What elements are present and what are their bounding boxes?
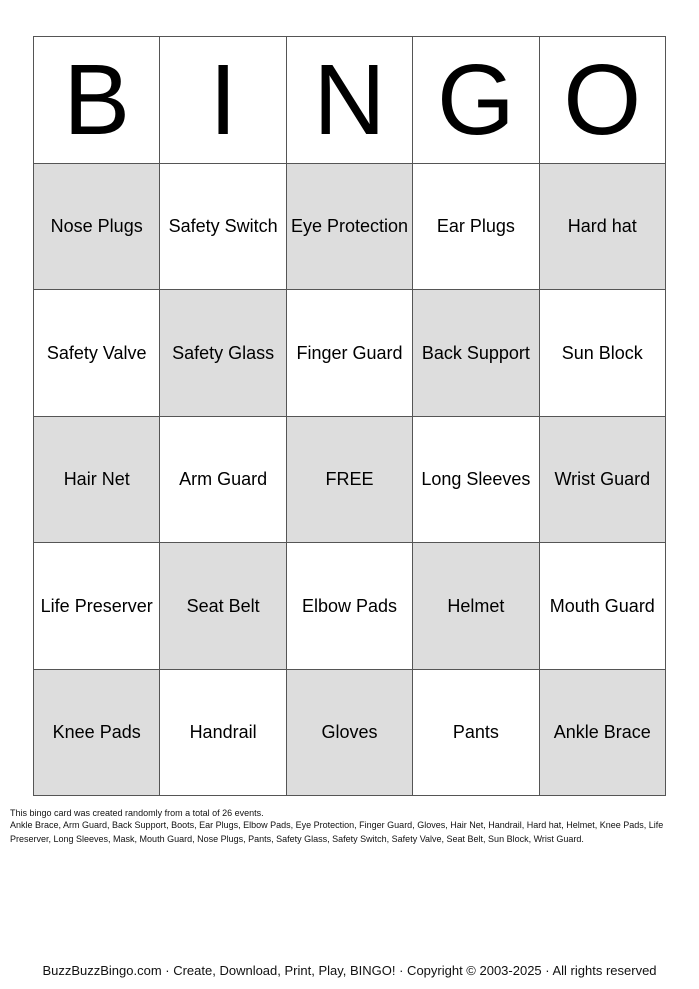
bingo-free-cell: FREE — [287, 417, 413, 544]
bingo-cell: Hard hat — [540, 164, 666, 291]
bingo-cell: Long Sleeves — [413, 417, 539, 544]
bingo-card — [33, 36, 666, 796]
bingo-cell: Safety Glass — [160, 290, 286, 417]
bingo-cell: Gloves — [287, 670, 413, 797]
header-letter-g: G — [413, 37, 539, 164]
header-letter-o: O — [540, 37, 666, 164]
bingo-cell: Mouth Guard — [540, 543, 666, 670]
header-letter-n: N — [287, 37, 413, 164]
bingo-cell: Ear Plugs — [413, 164, 539, 291]
bingo-cell: Handrail — [160, 670, 286, 797]
bingo-cell: Seat Belt — [160, 543, 286, 670]
page-footer: BuzzBuzzBingo.com · Create, Download, Print, Play, BINGO! · Copyright © 2003-2025 · All rights reserved — [42, 963, 657, 978]
bingo-cell: Back Support — [413, 290, 539, 417]
bingo-cell: Safety Valve — [34, 290, 160, 417]
bingo-cell: Wrist Guard — [540, 417, 666, 544]
bingo-cell: Elbow Pads — [287, 543, 413, 670]
bingo-cell: Arm Guard — [160, 417, 286, 544]
bingo-cell: Sun Block — [540, 290, 666, 417]
bingo-cell: Finger Guard — [287, 290, 413, 417]
card-note-summary: This bingo card was created randomly from a total of 26 events. — [10, 808, 264, 818]
header-letter-i: I — [160, 37, 286, 164]
card-note — [10, 806, 690, 846]
bingo-cell: Knee Pads — [34, 670, 160, 797]
bingo-cell: Safety Switch — [160, 164, 286, 291]
bingo-cell: Hair Net — [34, 417, 160, 544]
header-letter-b: B — [34, 37, 160, 164]
bingo-cell: Eye Protection — [287, 164, 413, 291]
bingo-cell: Helmet — [413, 543, 539, 670]
bingo-cell: Life Preserver — [34, 543, 160, 670]
bingo-cell: Ankle Brace — [540, 670, 666, 797]
bingo-cell: Pants — [413, 670, 539, 797]
bingo-cell: Nose Plugs — [34, 164, 160, 291]
card-note-event-list: Ankle Brace, Arm Guard, Back Support, Boots, Ear Plugs, Elbow Pads, Eye Protection, Finger Guard, Gloves, Hair Net, Handrail, Hard hat, Helmet, Knee Pads, Life Preserver, Long Sleeves, Mask, Mouth Guard, Nose Plugs, Pants, Safety Glass, Safety Switch, Safety Valve, Seat Belt, Sun Block, Wrist Guard. — [10, 820, 664, 844]
